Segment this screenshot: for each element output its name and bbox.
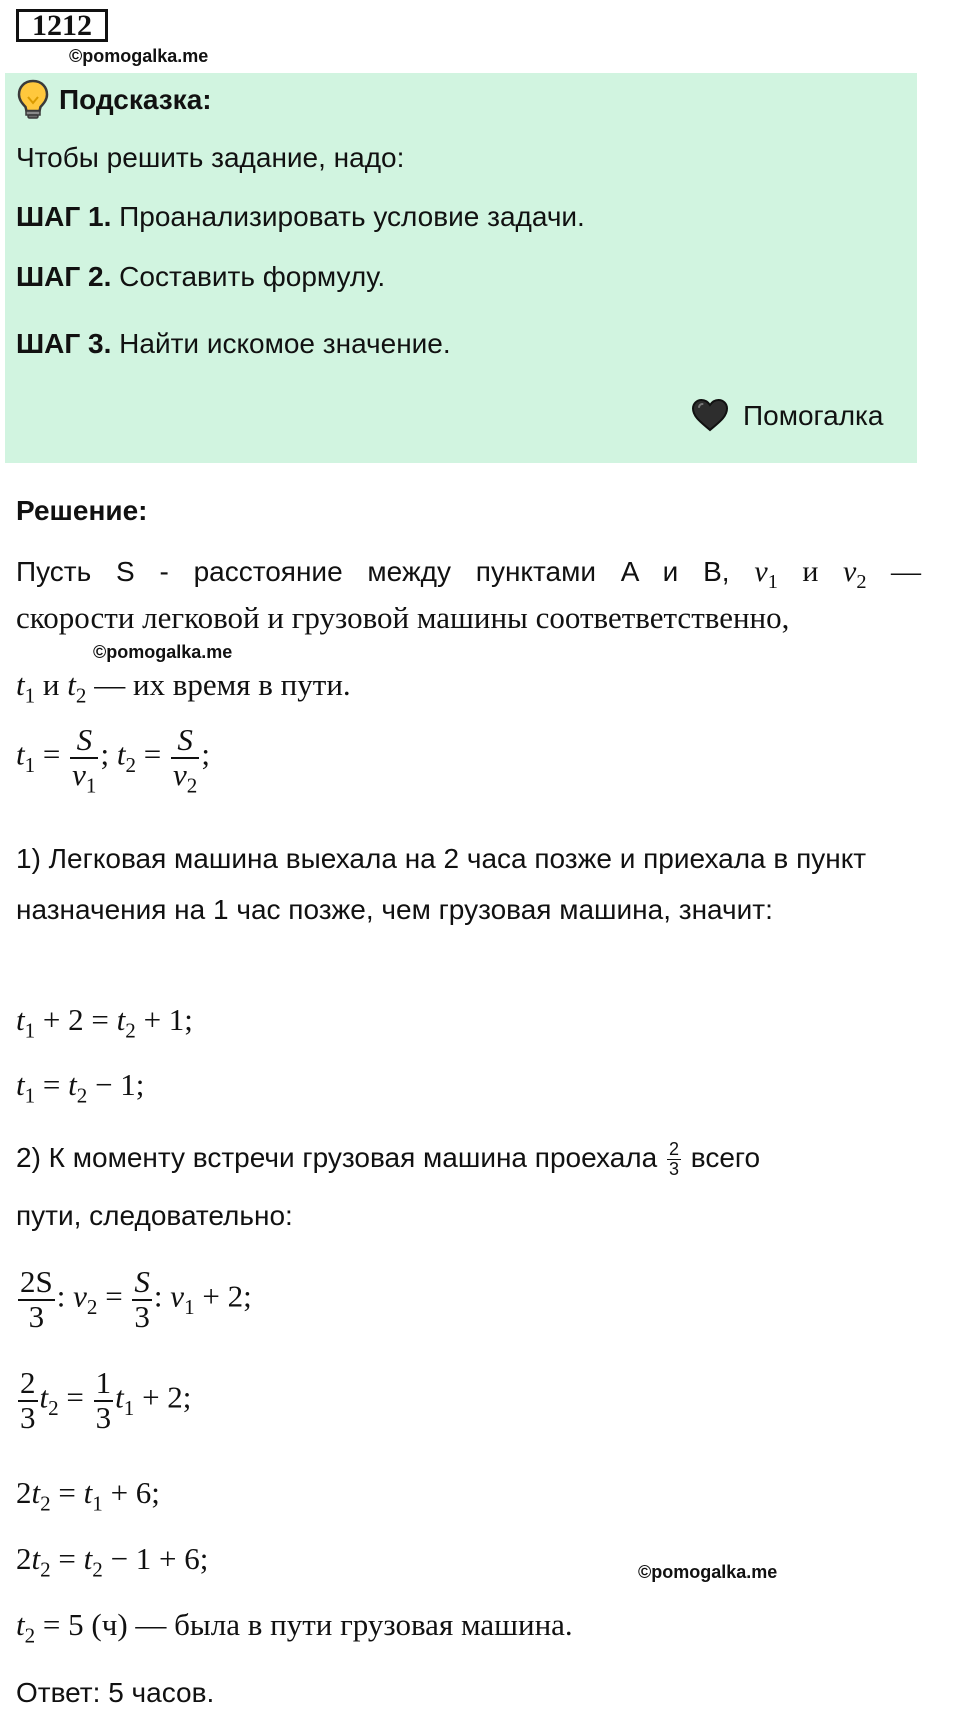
watermark: ©pomogalka.me xyxy=(93,642,233,662)
step-2-line-1: 2) К моменту встречи грузовая машина проехала $\frac{2}{3}$ всего xyxy=(16,1139,761,1179)
fraction-two-thirds: $\frac{2}{3}$ xyxy=(669,1139,680,1179)
equation-4: $\frac{2}{3}$ $t_2$ = $\frac{1}{3}$ $t_1 + 2$; xyxy=(20,1365,192,1435)
hint-step-3 xyxy=(16,327,451,361)
lightbulb-icon xyxy=(16,78,50,120)
solution-intro-line-1 xyxy=(16,553,922,594)
fraction: $\frac{2}{3}$ xyxy=(20,1365,36,1435)
answer: Ответ: 5 часов. xyxy=(16,1677,215,1708)
step-2-line-2: пути, следовательно: xyxy=(16,1200,293,1231)
velocity-symbols: $v_1$ и $v_2$ — xyxy=(754,555,922,594)
hint-step-2 xyxy=(16,260,385,294)
task-number: 1212 xyxy=(16,9,108,42)
watermark: ©pomogalka.me xyxy=(638,1562,778,1582)
watermark: ©pomogalka.me xyxy=(69,46,209,66)
fraction: $\frac{1}{3}$ xyxy=(95,1365,112,1435)
fraction: $\frac{S}{v_1}$ xyxy=(72,722,97,797)
step-text: Проанализировать условие задачи. xyxy=(119,201,585,232)
equation-1: $t_1 + 2 = t_2 + 1$; xyxy=(16,1002,193,1043)
hint-step-1 xyxy=(16,200,585,234)
step-label: ШАГ 3. xyxy=(16,328,112,359)
solution-intro-line-2: скорости легковой и грузовой машины соответветственно, xyxy=(16,600,790,635)
equation-2: $t_1 = t_2 - 1$; xyxy=(16,1067,145,1108)
hint-title: Подсказка: xyxy=(59,84,212,115)
intro-text: Пусть S - расстояние между пунктами A и B, xyxy=(16,556,730,587)
heart-icon xyxy=(690,397,730,433)
hint-intro: Чтобы решить задание, надо: xyxy=(16,142,405,173)
step-text: Найти искомое значение. xyxy=(119,328,451,359)
fraction: $\frac{S}{3}$ xyxy=(134,1264,150,1334)
fraction: $\frac{2S}{3}$ xyxy=(20,1264,53,1334)
brand-label: Помогалка xyxy=(743,400,884,431)
equation-3: $\frac{2S}{3}$ : $v_2$ = $\frac{S}{3}$ : $v_1 + 2$; xyxy=(20,1264,252,1334)
equation-7: $t_2 = 5$ (ч) — была в пути грузовая машина. xyxy=(16,1607,573,1648)
step-label: ШАГ 2. xyxy=(16,261,112,292)
step-label: ШАГ 1. xyxy=(16,201,112,232)
equation-6: $2t_2 = t_2 - 1 + 6$; xyxy=(16,1541,209,1582)
solution-intro-line-3: $t_1$ и $t_2$ — их время в пути. xyxy=(16,667,351,708)
step-text: Составить формулу. xyxy=(119,261,386,292)
step-1-text: 1) Легковая машина выехала на 2 часа позже и приехала в пункт назначения на 1 час позже, чем грузовая машина, значит: xyxy=(16,843,867,925)
solution-title: Решение: xyxy=(16,495,148,526)
equation-5: $2t_2 = t_1 + 6$; xyxy=(16,1475,160,1516)
formula-times: $t_1$ = $\frac{S}{v_1}$ ; $t_2$ = $\frac{S}{v_2}$ ; xyxy=(16,722,210,797)
fraction: $\frac{S}{v_2}$ xyxy=(173,722,198,797)
